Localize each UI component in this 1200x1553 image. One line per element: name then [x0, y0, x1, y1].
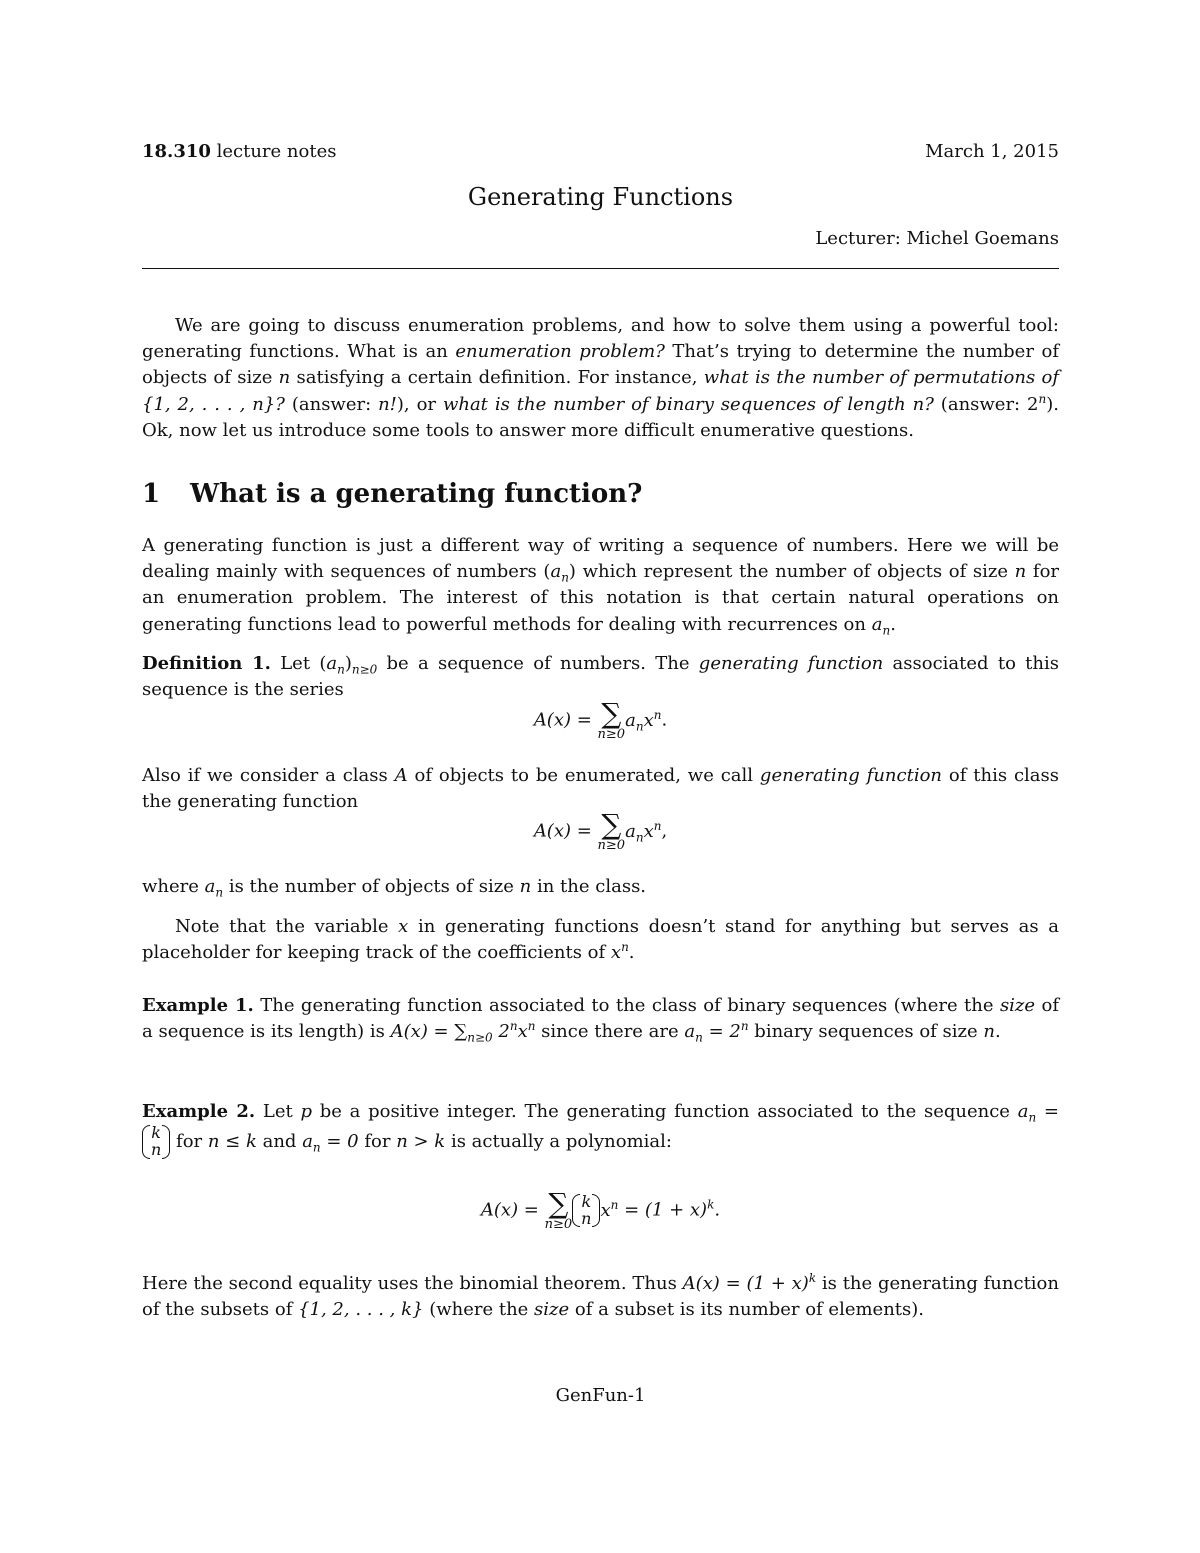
- page-title: Generating Functions: [467, 183, 734, 211]
- sum-symbol: ∑ n≥0: [544, 1187, 573, 1232]
- date-label: March 1, 2015: [925, 141, 1059, 162]
- binomial-coefficient: k n: [572, 1194, 600, 1228]
- sum-symbol: ∑ n≥0: [597, 808, 626, 853]
- here-paragraph: Here the second equality uses the binomial theorem. Thus $A(x) = (1 + x)^k$ is the generating function of the subsets of {1, 2, . . . , k} (where the size of a subset is its number of elements).: [142, 1271, 1059, 1321]
- intro-paragraph: We are going to discuss enumeration problems, and how to solve them using a powerful tool: generating functions. What is an enumeration problem? That’s trying to determine the number of objects of size n satisfying a certain definition. For instance, what is the number of permutations of {1, 2, . . . , n}? (answer: n!), or what is the number of binary sequences of length n? (answer: 2$^n$). Ok, now let us introduce some tools to answer more difficult enumerative questions.: [142, 315, 1060, 441]
- example-1: Example 1. The generating function associated to the class of binary sequences (where the size of a sequence is its length) is $A(x) = \sum_{n\ge 0}$ $2^nx^n$ since there are $a_n = 2^n$ binary sequences of size n.: [142, 995, 1060, 1045]
- equation-2: A(x) = ∑ n≥0 $a_nx^n$,: [533, 808, 668, 853]
- example-2: Example 2. Let p be a positive integer. The generating function associated to the sequence $a_n$ = k n for n ≤ k and $a_n = 0$ for n > k is actually a polynomial:: [142, 1101, 1059, 1159]
- header-rule: [142, 268, 1059, 269]
- sum-symbol: ∑ n≥0: [597, 697, 626, 742]
- note-paragraph: Note that the variable x in generating functions doesn’t stand for anything but serves as a placeholder for keeping track of the coefficients of $x^n$.: [142, 916, 1059, 964]
- where-line: where $a_n$ is the number of objects of size n in the class.: [142, 876, 647, 900]
- equation-1: A(x) = ∑ n≥0 $a_nx^n$.: [533, 697, 668, 742]
- section-paragraph: A generating function is just a different way of writing a sequence of numbers. Here we will be dealing mainly with sequences of numbers $(a_n)$ which represent the number of objects of size n for an enumeration problem. The interest of this notation is that certain natural operations on generating functions lead to powerful methods for dealing with recurrences on $a_n$.: [142, 535, 1060, 638]
- lecturer-label: Lecturer: Michel Goemans: [815, 228, 1059, 249]
- binomial-coefficient: k n: [142, 1125, 170, 1159]
- definition-1: Definition 1. Let $(a_n)_{n\ge 0}$ be a sequence of numbers. The generating function associated to this sequence is the series: [142, 653, 1060, 701]
- equation-3: A(x) = ∑ n≥0 k n $x^n = (1 + x)^k$.: [480, 1187, 721, 1232]
- document-page: [142, 0, 1059, 1553]
- class-paragraph: Also if we consider a class A of objects to be enumerated, we call generating function of this class the generating function: [142, 765, 1060, 813]
- page-number: GenFun-1: [555, 1385, 646, 1406]
- section-heading: 1 What is a generating function?: [142, 479, 643, 509]
- course-label: 18.310 lecture notes: [142, 141, 337, 162]
